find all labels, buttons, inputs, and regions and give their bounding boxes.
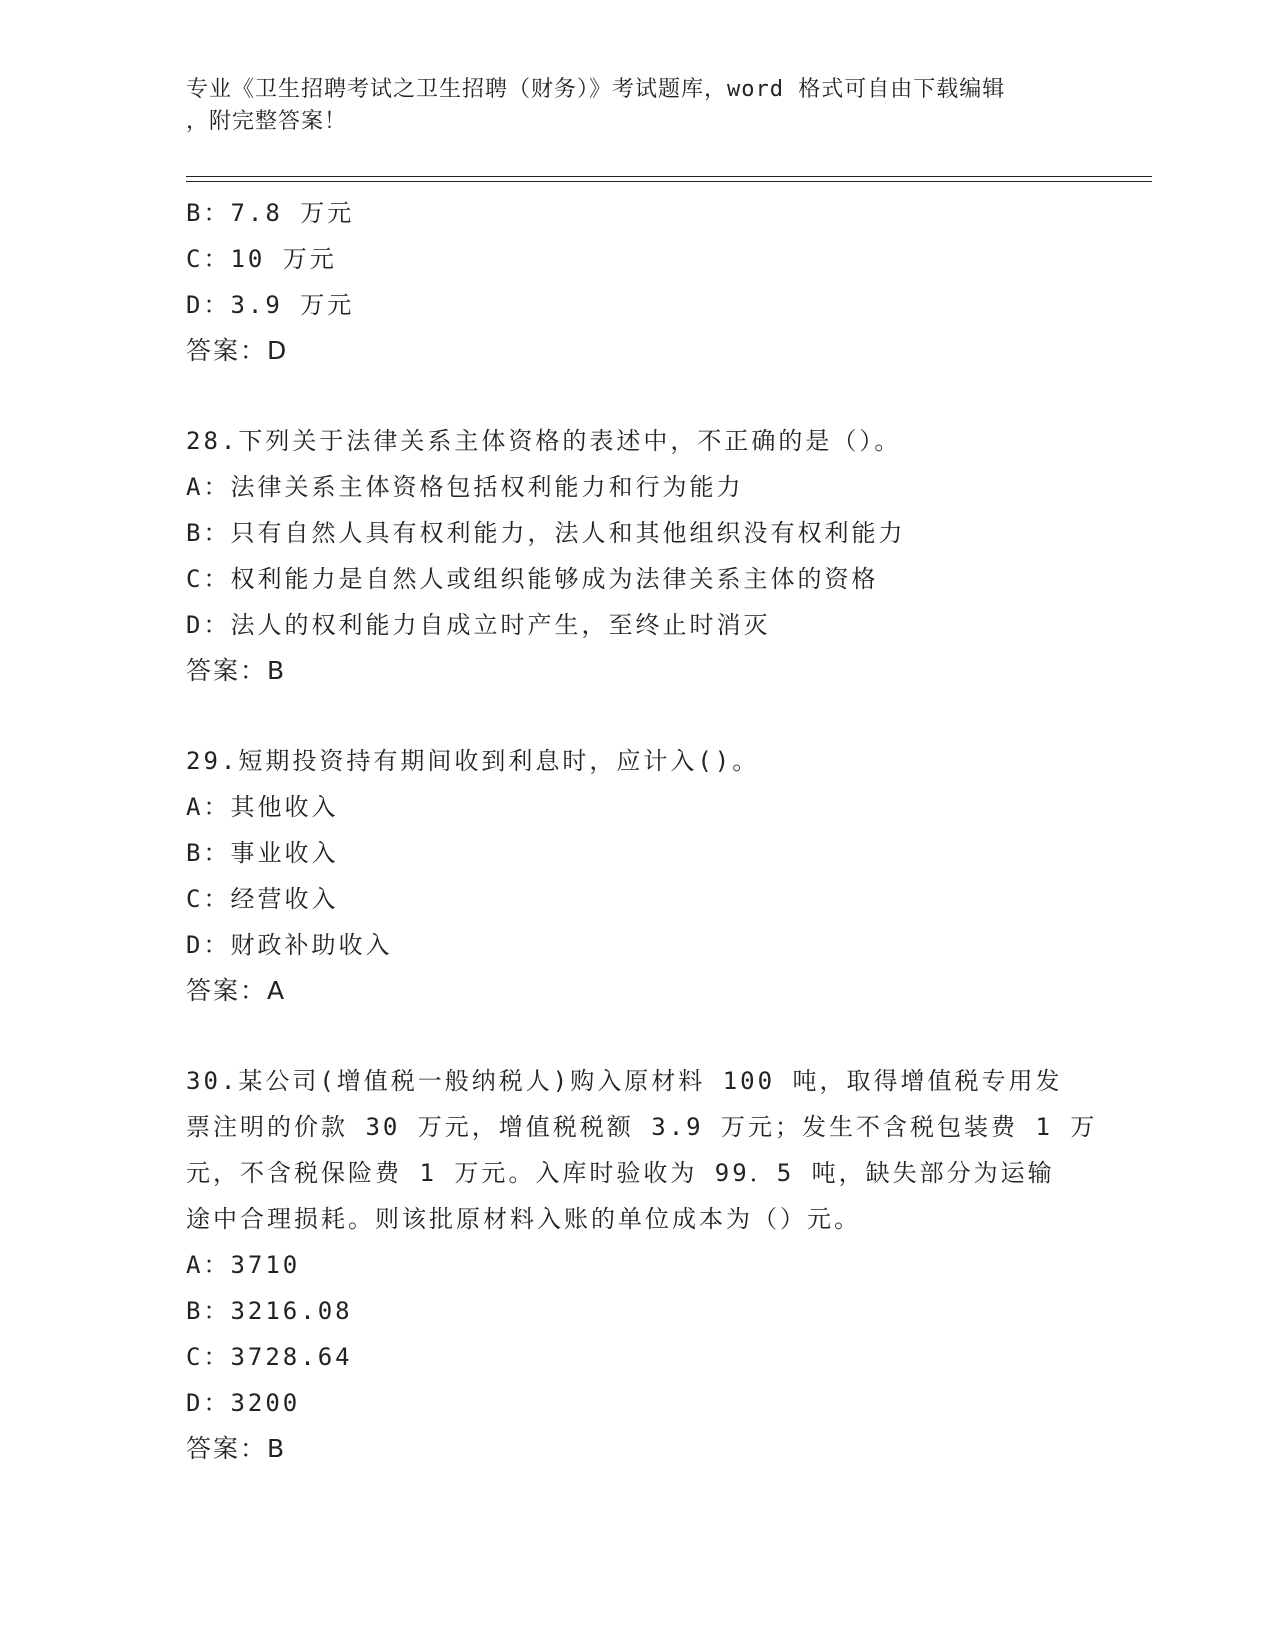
q30-option-b: B：3216.08 [186, 1297, 353, 1325]
q29-option-a: A：其他收入 [186, 793, 339, 821]
q30-option-c: C：3728.64 [186, 1343, 353, 1371]
spacer [186, 1014, 1086, 1058]
q27-option-b: B：7.8 万元 [186, 199, 355, 227]
question-content [186, 190, 1098, 1472]
q30-option-a: A：3710 [186, 1251, 301, 1279]
question-30 [186, 1058, 1098, 1472]
q30-answer: 答案：B [186, 1434, 287, 1463]
header-divider [186, 176, 1152, 182]
q28-option-a: A：法律关系主体资格包括权利能力和行为能力 [186, 473, 744, 501]
question-27-tail [186, 190, 1086, 374]
q28-answer: 答案：B [186, 656, 287, 685]
q29-option-d: D：财政补助收入 [186, 931, 393, 959]
q30-stem-line-2: 票注明的价款 30 万元，增值税税额 3.9 万元；发生不含税包装费 1 万 [186, 1113, 1098, 1141]
q27-option-c: C：10 万元 [186, 245, 337, 273]
q27-option-d: D：3.9 万元 [186, 291, 355, 319]
q28-option-b: B：只有自然人具有权利能力，法人和其他组织没有权利能力 [186, 519, 906, 547]
q28-stem: 28.下列关于法律关系主体资格的表述中，不正确的是（）。 [186, 427, 902, 455]
q30-stem-line-1: 30.某公司(增值税一般纳税人)购入原材料 100 吨，取得增值税专用发 [186, 1067, 1063, 1095]
q30-option-d: D：3200 [186, 1389, 301, 1417]
q29-stem: 29.短期投资持有期间收到利息时，应计入()。 [186, 747, 760, 775]
header-line-1: 专业《卫生招聘考试之卫生招聘（财务）》考试题库，word 格式可自由下载编辑 [186, 77, 1006, 102]
q30-stem-line-4: 途中合理损耗。则该批原材料入账的单位成本为（）元。 [186, 1205, 861, 1233]
question-29 [186, 738, 1086, 1014]
spacer [186, 694, 1086, 738]
header-line-2: ，附完整答案！ [186, 109, 348, 134]
q30-stem-line-3: 元，不含税保险费 1 万元。入库时验收为 99．5 吨，缺失部分为运输 [186, 1159, 1055, 1187]
q29-answer: 答案：A [186, 976, 287, 1005]
q29-option-c: C：经营收入 [186, 885, 339, 913]
page-header [186, 74, 1066, 138]
q28-option-d: D：法人的权利能力自成立时产生，至终止时消灭 [186, 611, 771, 639]
q29-option-b: B：事业收入 [186, 839, 339, 867]
question-28 [186, 418, 1086, 694]
q27-answer: 答案：D [186, 336, 289, 365]
q28-option-c: C：权利能力是自然人或组织能够成为法律关系主体的资格 [186, 565, 879, 593]
spacer [186, 374, 1086, 418]
